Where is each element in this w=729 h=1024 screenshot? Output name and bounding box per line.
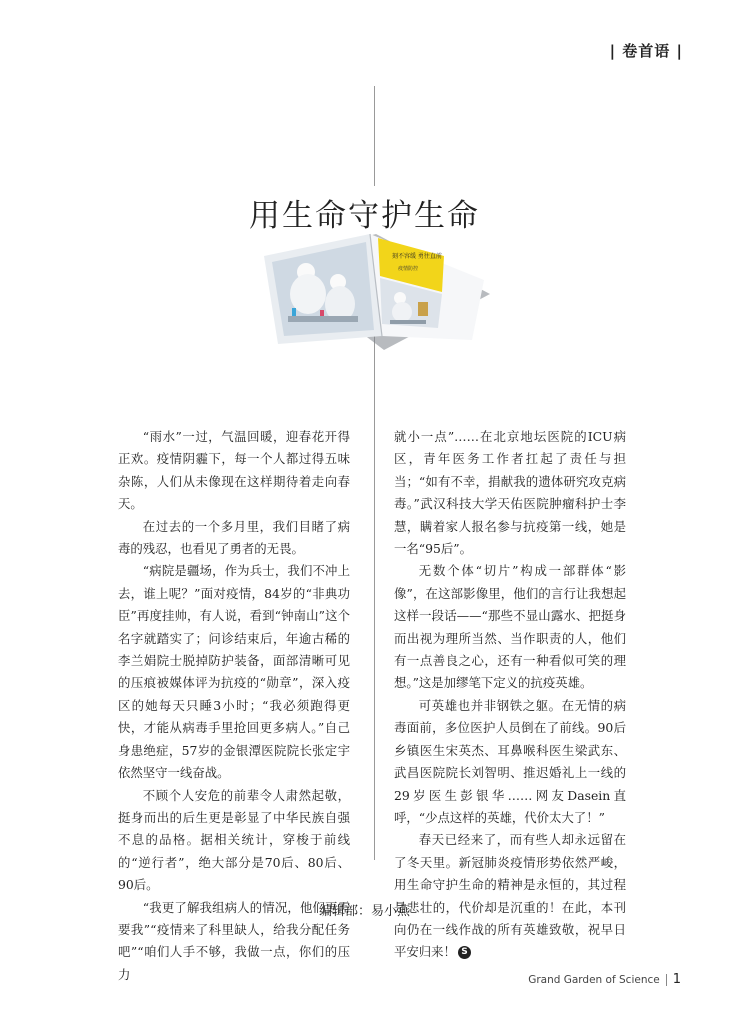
- footer-divider: [666, 974, 667, 986]
- paragraph: 不顾个人安危的前辈令人肃然起敬，挺身而出的后生更是彰显了中华民族自强不息的品格。据相关统计，穿梭于前线的“逆行者”，绝大部分是70后、80后、90后。: [118, 787, 350, 893]
- cover-text-2: 疫情防控: [398, 266, 419, 272]
- paragraph: [394, 829, 626, 963]
- paragraph-text: 春天已经来了，而有些人却永远留在了冬天里。新冠肺炎疫情形势依然严峻，用生命守护生命的精神是永恒的，其过程是悲壮的，代价却是沉重的！在此，本刊向仍在一线作战的所有英雄致敬，祝早日平安归来！: [394, 832, 626, 960]
- article-column-right: [394, 426, 626, 964]
- page-number: 1: [672, 972, 681, 987]
- paragraph: “雨水”一过，气温回暖，迎春花开得正欢。疫情阴霾下，每一个人都过得五味杂陈，人们从未像现在这样期待着走向春天。: [118, 429, 350, 512]
- column-divider-top: [374, 86, 375, 186]
- publication-name: Grand Garden of Science: [528, 974, 660, 986]
- paragraph: 在过去的一个多月里，我们目睹了病毒的残忍，也看见了勇者的无畏。: [118, 518, 350, 557]
- editor-credit: 编辑部：易小燕: [318, 904, 410, 919]
- paragraph: “我更了解我组病人的情况，他们更需要我”“疫情来了科里缺人，给我分配任务吧”“咱们人手不够，我做一点，你们的压力: [118, 899, 350, 982]
- page-footer: [528, 972, 681, 987]
- paragraph: 无数个体“切片”构成一部群体“影像”，在这部影像里，他们的言行让我想起这样一段话——“那些不显山露水、把挺身而出视为理所当然、当作职责的人，他们有一点善良之心，还有一种看似可笑的理想。”这是加缪笔下定义的抗疫英雄。: [394, 563, 626, 691]
- paragraph: 就小一点”……在北京地坛医院的ICU病区，青年医务工作者扛起了责任与担当；“如有不幸，捐献我的遗体研究攻克病毒。”武汉科技大学天佑医院肿瘤科护士李慧，瞒着家人报名参与抗疫第一线，她是一名“95后”。: [394, 429, 626, 557]
- article-title: 用生命守护生命: [249, 198, 480, 234]
- end-mark-icon: S: [458, 946, 471, 959]
- section-tag: | 卷首语 |: [609, 42, 683, 60]
- paragraph: 可英雄也并非钢铁之躯。在无情的病毒面前，多位医护人员倒在了前线。90后乡镇医生宋英杰、耳鼻喉科医生梁武东、武昌医院院长刘智明、推迟婚礼上一线的29岁医生彭银华……网友Dasein直呼，“少点这样的英雄，代价太大了！”: [394, 697, 626, 825]
- open-magazine-image: [258, 232, 498, 352]
- cover-text-1: 刻不容缓 勇往直前: [392, 253, 442, 260]
- paragraph: “病院是疆场，作为兵士，我们不冲上去，谁上呢？”面对疫情，84岁的“非典功臣”再度挂帅，有人说，看到“钟南山”这个名字就踏实了；问诊结束后，年逾古稀的李兰娟院士脱掉防护装备，面部清晰可见的压痕被媒体评为抗疫的“勋章”，深入疫区的她每天只睡3小时；“我必须跑得更快，才能从病毒手里抢回更多病人。”自己身患绝症，57岁的金银潭医院院长张定宇依然坚守一线奋战。: [118, 563, 350, 781]
